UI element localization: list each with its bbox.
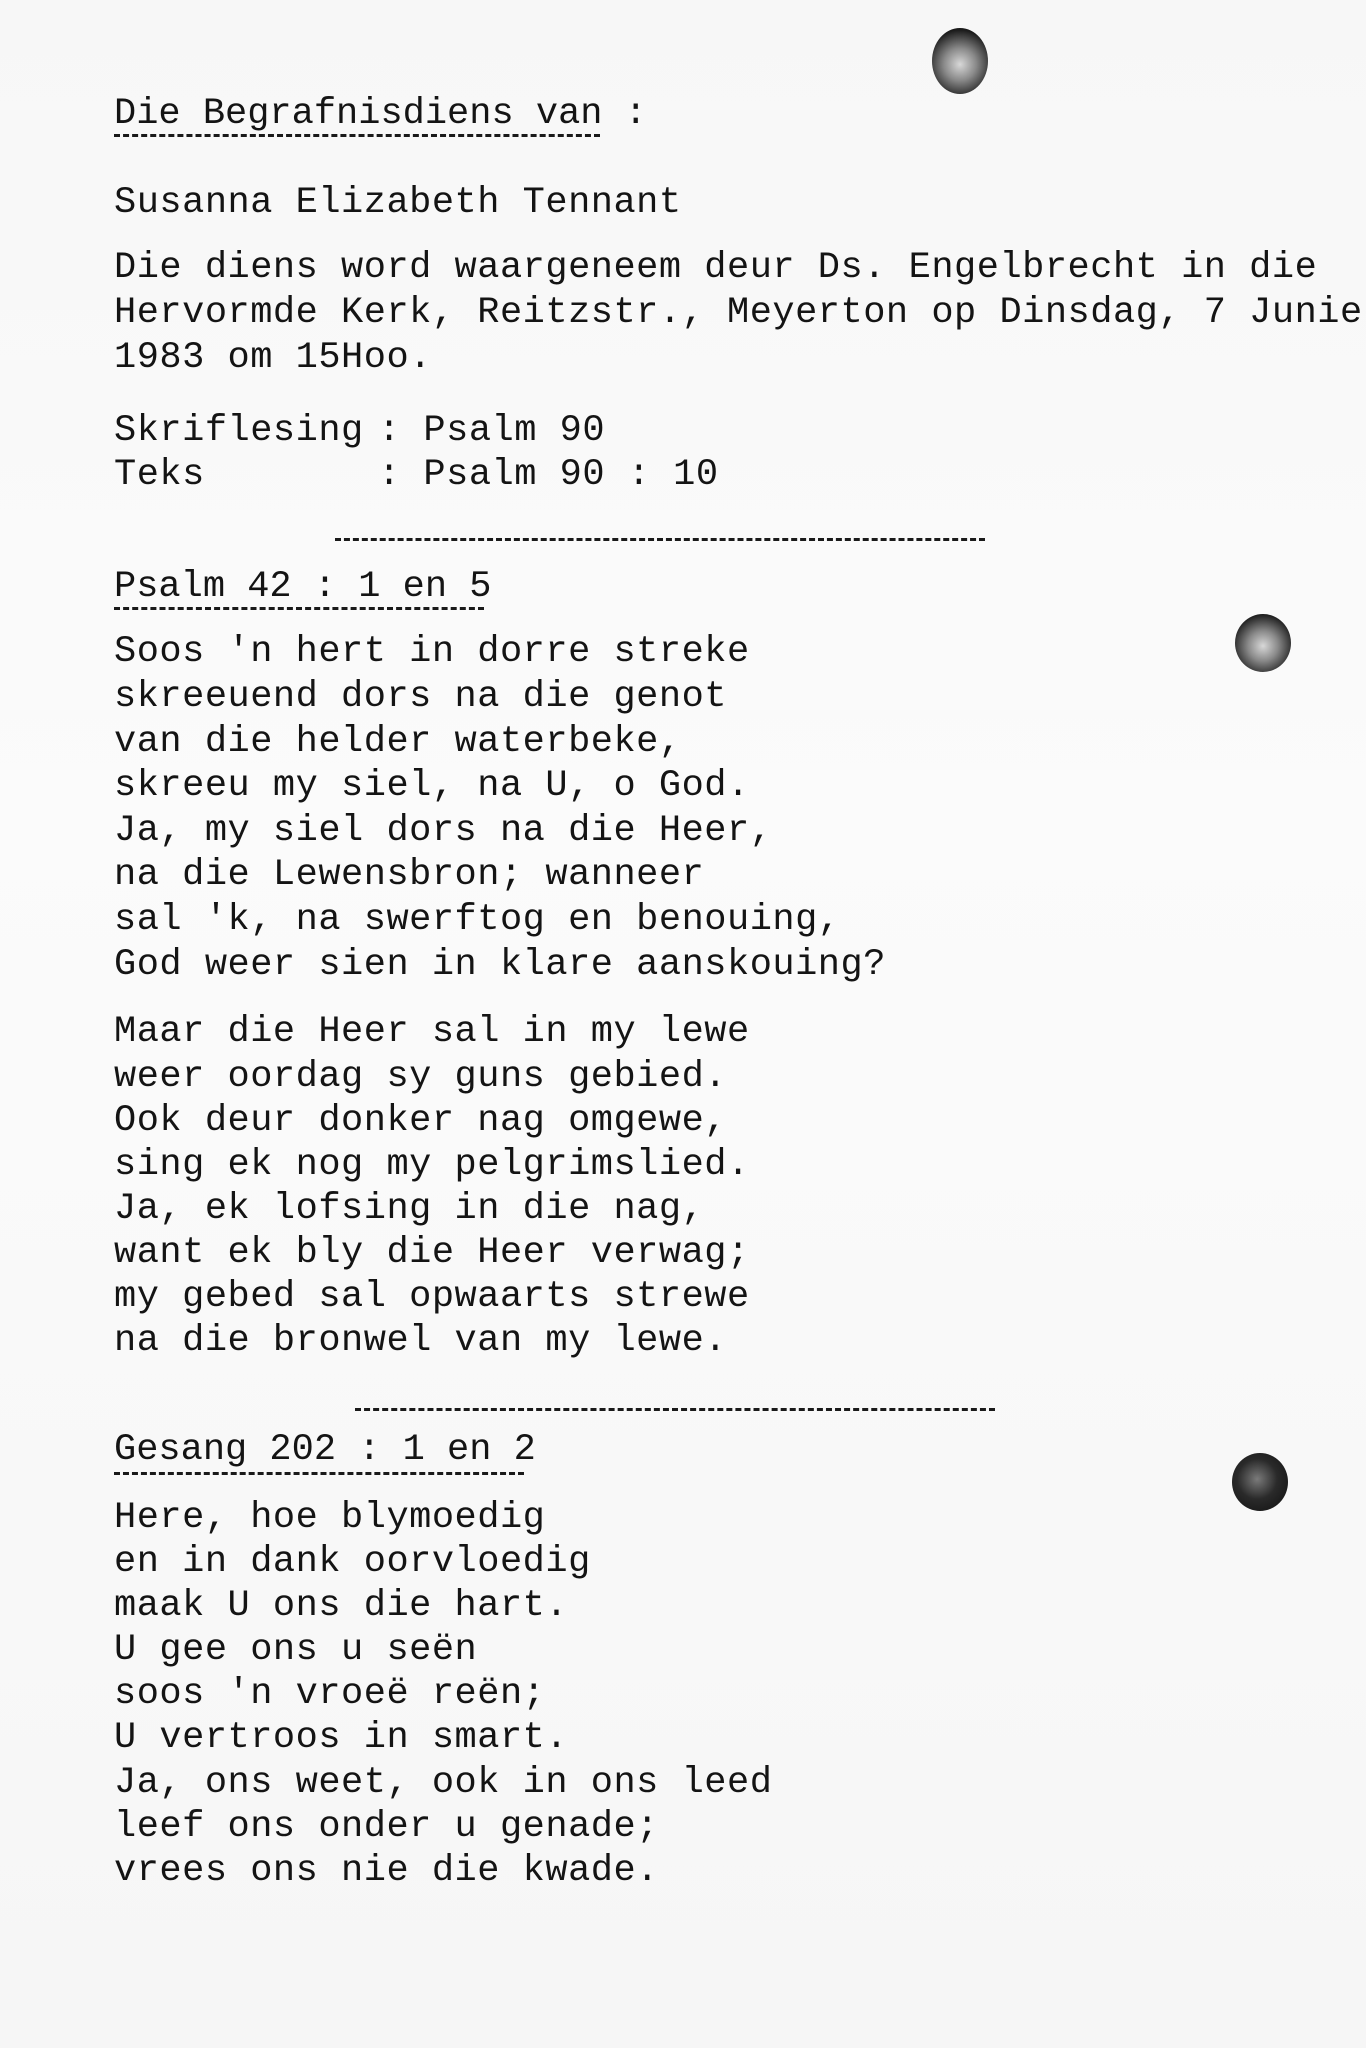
reading-value: : Psalm 90 : 10 [378,454,719,496]
verse-line: Ook deur donker nag omgewe, [114,1100,727,1142]
reading-label: Skriflesing [114,410,364,452]
deceased-name: Susanna Elizabeth Tennant [114,182,682,224]
verse-line: Ja, ek lofsing in die nag, [114,1188,705,1230]
verse-line: want ek bly die Heer verwag; [114,1232,750,1274]
reading-label: Teks [114,454,205,496]
verse-line: Ja, my siel dors na die Heer, [114,810,773,852]
hymn-title-underline [114,607,484,610]
punch-hole-middle [1235,614,1291,672]
verse-line: sing ek nog my pelgrimslied. [114,1144,750,1186]
verse-line: leef ons onder u genade; [114,1806,659,1848]
heading-underline [114,134,600,137]
service-details-line: 1983 om 15Hoo. [114,337,432,379]
verse-line: my gebed sal opwaarts strewe [114,1276,750,1318]
reading-value: : Psalm 90 [378,410,606,452]
hymn-title: Psalm 42 : 1 en 5 [114,566,492,608]
verse-line: skreeu my siel, na U, o God. [114,765,750,807]
verse-line: en in dank oorvloedig [114,1541,591,1583]
verse-line: maak U ons die hart. [114,1585,569,1627]
hymn-title-underline [114,1472,524,1475]
service-details-line: Die diens word waargeneem deur Ds. Engelbrecht in die [114,247,1318,289]
verse-line: Ja, ons weet, ook in ons leed [114,1762,773,1804]
section-divider [355,1408,995,1411]
verse-line: vrees ons nie die kwade. [114,1850,659,1892]
verse-line: weer oordag sy guns gebied. [114,1056,727,1098]
verse-line: na die Lewensbron; wanneer [114,854,705,896]
verse-line: Maar die Heer sal in my lewe [114,1011,750,1053]
hymn-title: Gesang 202 : 1 en 2 [114,1429,536,1471]
verse-line: Soos 'n hert in dorre streke [114,631,750,673]
service-details-line: Hervormde Kerk, Reitzstr., Meyerton op Dinsdag, 7 Junie [114,292,1363,334]
page-heading: Die Begrafnisdiens van : [114,93,647,135]
verse-line: van die helder waterbeke, [114,721,682,763]
verse-line: U vertroos in smart. [114,1717,569,1759]
verse-line: U gee ons u seën [114,1629,478,1671]
punch-hole-top [932,28,988,94]
verse-line: God weer sien in klare aanskouing? [114,944,886,986]
verse-line: na die bronwel van my lewe. [114,1320,727,1362]
verse-line: skreeuend dors na die genot [114,676,727,718]
verse-line: soos 'n vroeë reën; [114,1673,546,1715]
verse-line: sal 'k, na swerftog en benouing, [114,899,841,941]
section-divider [335,538,985,541]
punch-hole-bottom [1232,1453,1288,1511]
verse-line: Here, hoe blymoedig [114,1497,546,1539]
